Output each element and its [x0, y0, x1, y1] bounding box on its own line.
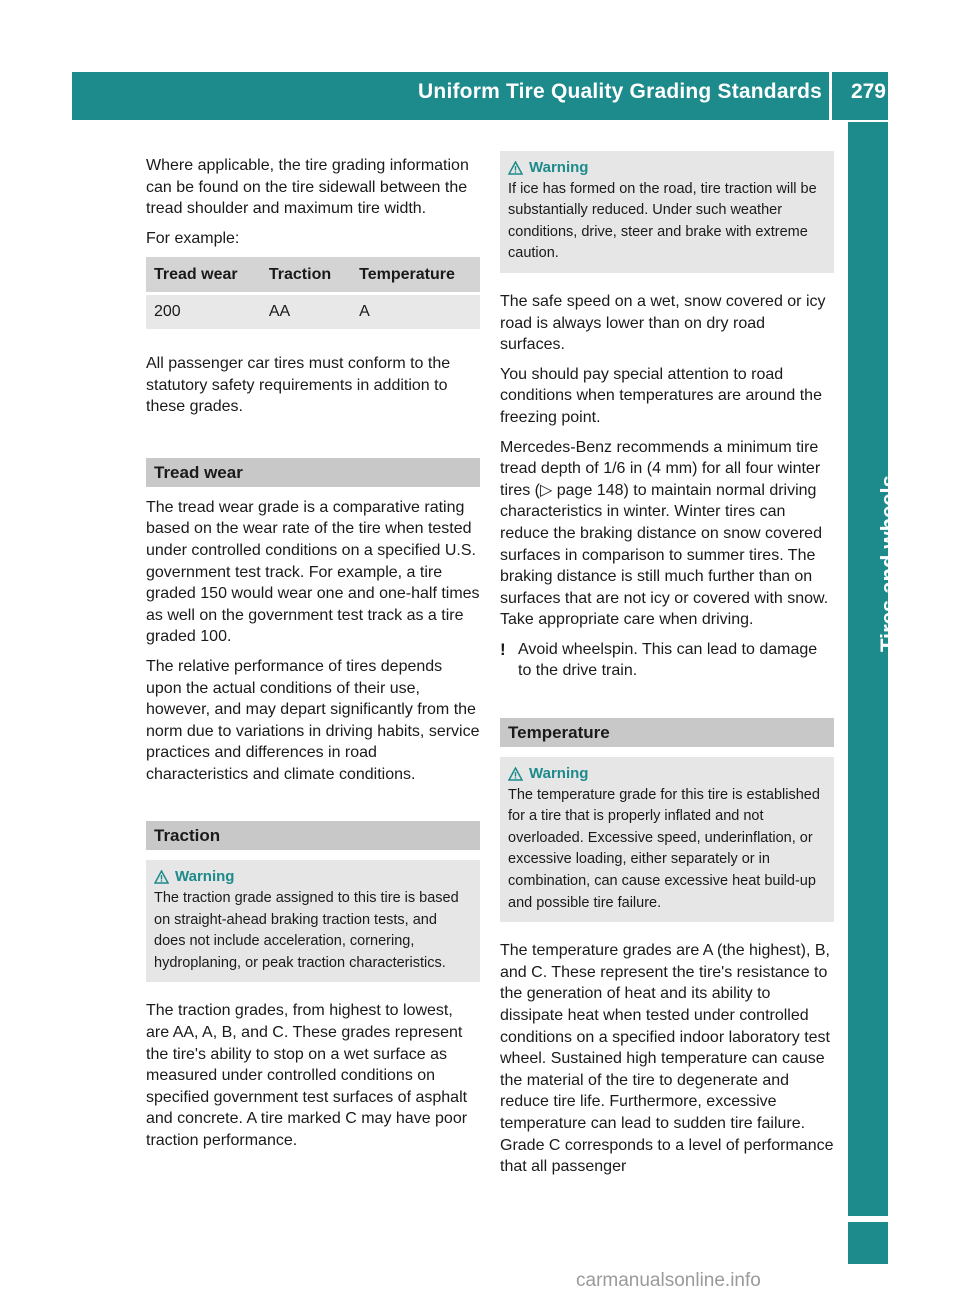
warning-text: The temperature grade for this tire is established for a tire that is properly inflated and not overloaded. Excessive speed, underinflation, or excessive loading, either separately or in combination, can cause excessive heat build-up and possible tire failure. — [508, 786, 820, 911]
warning-triangle-icon — [508, 161, 523, 175]
temperature-paragraph: The temperature grades are A (the highest), B, and C. These represent the tire's resistance to the generation of heat and its ability to dissipate heat when tested under controlled conditions on a specified indoor laboratory test wheel. Sustained high temperature can cause the material of the tire to degenerate and reduce tire life. Furthermore, excessive temperature can lead to sudden tire failure. Grade C corresponds to a level of performance that all passenger — [500, 942, 834, 1176]
caution-mark-icon: ! — [500, 639, 506, 659]
warning-box-traction — [146, 860, 480, 982]
left-column — [146, 155, 480, 1160]
intro-paragraph: Where applicable, the tire grading information can be found on the tire sidewall between the tread shoulder and maximum tire width. — [146, 157, 469, 218]
grade-table-header-row — [146, 257, 480, 294]
page-title: Uniform Tire Quality Grading Standards — [418, 80, 822, 103]
conformance-paragraph: All passenger car tires must conform to the statutory safety requirements in addition to these grades. — [146, 354, 451, 416]
header-bar — [72, 72, 888, 120]
freezing-point-paragraph: You should pay special attention to road conditions when temperatures are around the freezing point. — [500, 365, 822, 426]
warning-box-ice — [500, 151, 834, 273]
safe-speed-paragraph: The safe speed on a wet, snow covered or icy road is always lower than on dry road surfaces. — [500, 292, 826, 354]
cell-traction-value: AA — [261, 294, 351, 329]
warning-text: The traction grade assigned to this tire is based on straight-ahead braking traction tests, and does not include acceleration, cornering, hydroplaning, or peak traction characteristics. — [154, 890, 459, 971]
header-cell-traction: Traction — [261, 257, 351, 294]
example-label: For example: — [146, 229, 240, 247]
warning-triangle-icon — [154, 870, 169, 884]
header-cell-tread-wear: Tread wear — [146, 257, 261, 294]
tread-wear-paragraph-2: The relative performance of tires depends upon the actual conditions of their use, however, and may depart significantly from the norm due to variations in driving habits, service practices and differences in road characteristics and climate conditions. — [146, 657, 480, 783]
warning-title: Warning — [175, 868, 235, 886]
grade-table — [146, 257, 480, 329]
warning-triangle-icon — [508, 767, 523, 781]
wheelspin-note — [500, 639, 834, 682]
cell-tread-wear-value: 200 — [146, 294, 261, 329]
warning-header — [154, 866, 472, 888]
section-heading-tread-wear: Tread wear — [146, 458, 480, 487]
chapter-tab-label: Tires and wheels — [876, 475, 901, 652]
watermark: carmanualsonline.info — [576, 1270, 761, 1291]
tread-depth-paragraph: Mercedes-Benz recommends a minimum tire tread depth of 1/6 in (4 mm) for all four winter tires (▷ page 148) to maintain normal driving characteristics in winter. Winter tires can reduce the braking distance on snow covered surfaces in comparison to summer tires. The braking distance is still much further than on surfaces that are not icy or covered with snow. Take appropriate care when driving. — [500, 438, 829, 629]
warning-header — [508, 157, 826, 179]
chapter-tab-marker — [848, 1222, 888, 1264]
header-cell-temperature: Temperature — [351, 257, 480, 294]
chapter-tab — [848, 122, 901, 1216]
warning-text: If ice has formed on the road, tire traction will be substantially reduced. Under such weather conditions, drive, steer and brake with extreme caution. — [508, 180, 817, 262]
cell-temperature-value: A — [351, 294, 480, 329]
header-divider — [829, 72, 832, 120]
right-column — [500, 155, 834, 1186]
warning-title: Warning — [529, 159, 589, 176]
section-heading-temperature: Temperature — [500, 718, 834, 747]
page-number: 279 — [850, 80, 886, 103]
wheelspin-note-text: Avoid wheelspin. This can lead to damage to the drive train. — [518, 640, 818, 680]
warning-header — [508, 763, 826, 785]
traction-paragraph: The traction grades, from highest to lowest, are AA, A, B, and C. These grades represent the tire's ability to stop on a wet surface as measured under controlled conditions on specified government test surfaces of asphalt and concrete. A tire marked C may have poor traction performance. — [146, 1002, 468, 1149]
warning-title: Warning — [529, 765, 589, 783]
section-heading-traction: Traction — [146, 821, 480, 850]
table-row — [146, 294, 480, 329]
warning-box-temperature — [500, 757, 834, 922]
tread-wear-paragraph-1: The tread wear grade is a comparative rating based on the wear rate of the tire when tested under controlled conditions on a specified U.S. government test track. For example, a tire graded 150 would wear one and one-half times as well on the government test track as a tire graded 100. — [146, 498, 480, 646]
